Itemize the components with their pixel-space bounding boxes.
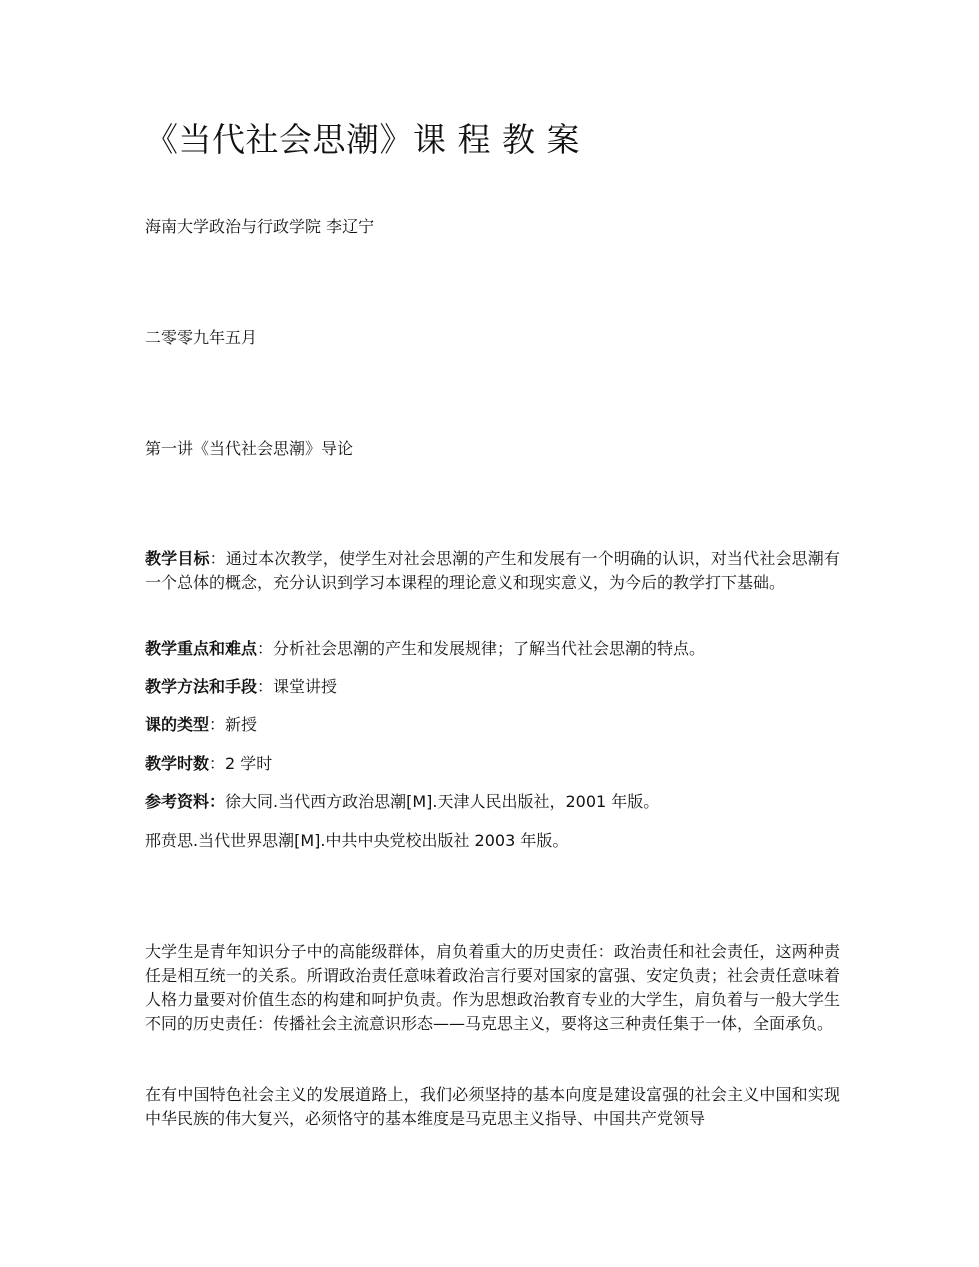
author-line: 海南大学政治与行政学院 李辽宁: [145, 217, 375, 236]
teaching-method-text: ：课堂讲授: [257, 677, 338, 696]
teaching-goal-text: ：通过本次教学，使学生对社会思潮的产生和发展有一个明确的认识，对当代社会思潮有一个总体的概念，充分认识到学习本课程的理论意义和现实意义，为今后的教学打下基础。: [145, 549, 840, 592]
teaching-goal-label: 教学目标: [145, 549, 210, 568]
teaching-method-label: 教学方法和手段: [145, 677, 258, 696]
lesson-type-text: ：新授: [209, 715, 258, 734]
teaching-focus-text: ：分析社会思潮的产生和发展规律；了解当代社会思潮的特点。: [257, 639, 706, 658]
body-paragraph-2: 在有中国特色社会主义的发展道路上，我们必须坚持的基本向度是建设富强的社会主义中国和实现中华民族的伟大复兴，必须恪守的基本维度是马克思主义指导、中国共产党领导: [145, 1085, 840, 1128]
teaching-hours: [145, 752, 840, 776]
lecture-title: 第一讲《当代社会思潮》导论: [145, 439, 354, 458]
document-title: 《当代社会思潮》课 程 教 案: [145, 120, 580, 159]
teaching-hours-text: ：2 学时: [209, 754, 273, 773]
lesson-type-label: 课的类型: [145, 715, 210, 734]
teaching-goal: [145, 547, 840, 595]
lesson-type: [145, 713, 840, 737]
references-second: 邢贲思.当代世界思潮[M].中共中央党校出版社 2003 年版。: [145, 831, 569, 850]
teaching-method: [145, 675, 840, 699]
teaching-hours-label: 教学时数: [145, 754, 210, 773]
teaching-focus: [145, 637, 840, 661]
references: [145, 790, 840, 814]
references-label: 参考资料：: [145, 792, 226, 811]
teaching-focus-label: 教学重点和难点: [145, 639, 258, 658]
date-line: 二零零九年五月: [145, 328, 258, 347]
body-paragraph-1: 大学生是青年知识分子中的高能级群体，肩负着重大的历史责任：政治责任和社会责任，这两种责任是相互统一的关系。所谓政治责任意味着政治言行要对国家的富强、安定负责；社会责任意味着人格力量要对价值生态的构建和呵护负责。作为思想政治教育专业的大学生，肩负着与一般大学生不同的历史责任：传播社会主流意识形态——马克思主义，要将这三种责任集于一体，全面承负。: [145, 942, 840, 1033]
references-text: 徐大同.当代西方政治思潮[M].天津人民出版社，2001 年版。: [225, 792, 660, 811]
